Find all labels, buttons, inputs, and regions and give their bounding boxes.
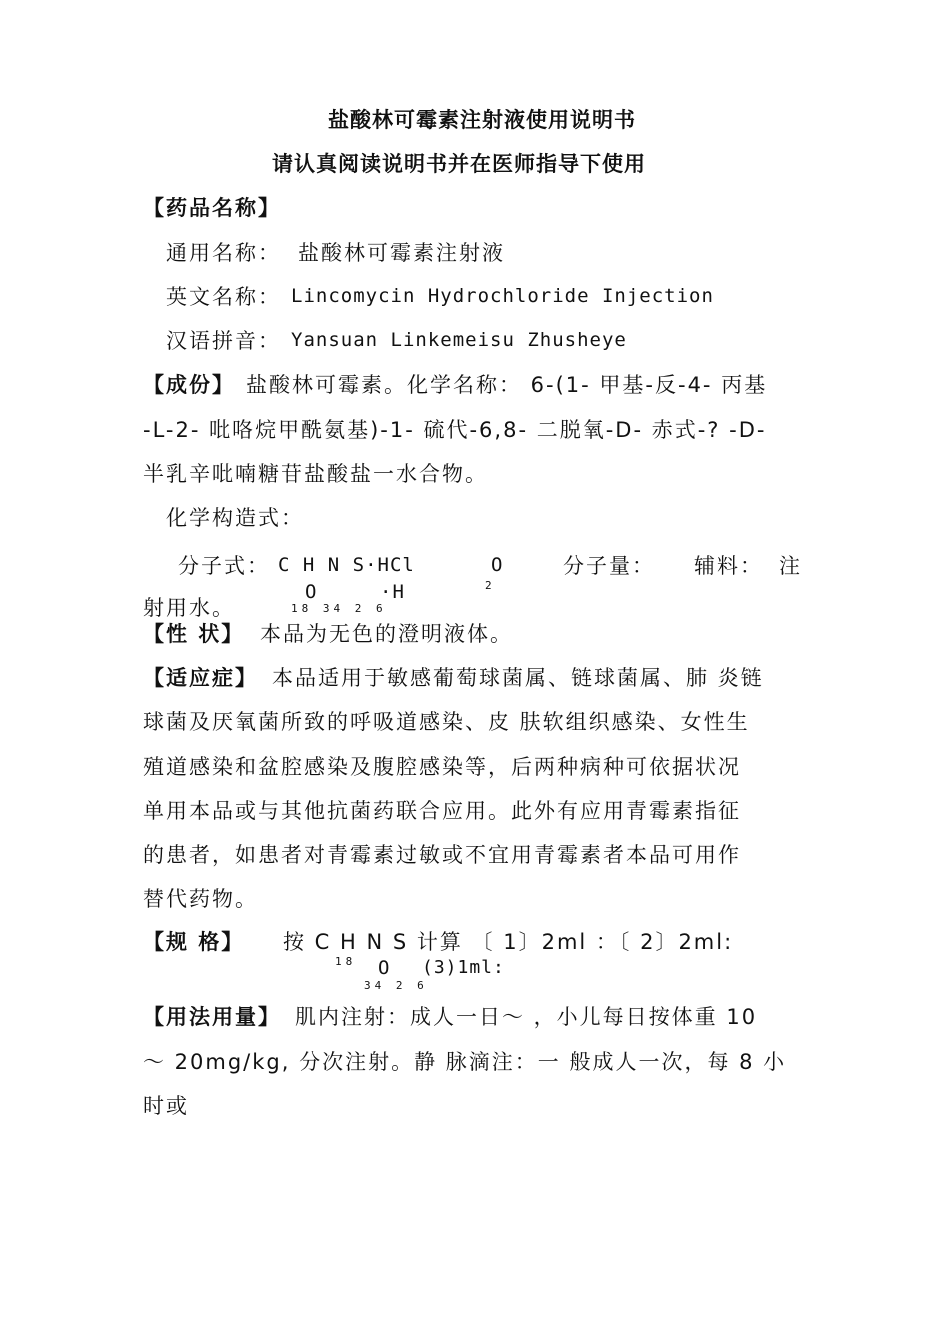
indications-line-3: 殖道感染和盆腔感染及腹腔感染等，后两种病种可依据状况 (143, 755, 741, 779)
indications-line-5: 的患者，如患者对青霉素过敏或不宜用青霉素者本品可用作 (143, 843, 741, 867)
specification-subscripts: 34 2 6 (364, 979, 428, 992)
section-header-specification: 【规 格】 (143, 930, 245, 954)
indications-line-6: 替代药物。 (143, 887, 258, 911)
generic-name-value: 盐酸林可霉素注射液 (298, 241, 505, 265)
section-header-dosage: 【用法用量】 (143, 1005, 281, 1029)
composition-line-2: -L-2- 吡咯烷甲酰氨基)-1- 硫代-6,8- 二脱氧-D- 赤式-? -D- (143, 418, 767, 442)
section-header-properties: 【性 状】 (143, 622, 245, 646)
document-subtitle: 请认真阅读说明书并在医师指导下使用 (272, 152, 646, 176)
section-header-drug-name: 【药品名称】 (143, 196, 281, 220)
dosage-line-1: 肌内注射：成人一日～ ，小儿每日按体重 10 (295, 1005, 758, 1029)
formula-subscripts: 18 34 2 6 (291, 602, 387, 615)
excipient-value-a: 注 (779, 554, 802, 578)
document-title: 盐酸林可霉素注射液使用说明书 (328, 108, 636, 132)
dosage-line-2: ～ 20mg/kg, 分次注射。静 脉滴注：一 般成人一次，每 8 小 (143, 1050, 787, 1074)
properties-text: 本品为无色的澄明液体。 (260, 622, 513, 646)
excipient-value-b: 射用水。 (143, 596, 235, 620)
composition-line-1: 盐酸林可霉素。化学名称： 6-(1- 甲基-反-4- 丙基 (246, 373, 768, 397)
molecular-weight-label: 分子量： (563, 554, 655, 578)
excipient-label: 辅料： (694, 554, 763, 578)
formula-o: O (491, 554, 504, 576)
generic-name-label: 通用名称： (166, 241, 281, 265)
section-header-composition: 【成份】 (143, 373, 235, 397)
indications-line-4: 单用本品或与其他抗菌药联合应用。此外有应用青霉素指征 (143, 799, 741, 823)
formula-superscript-2: 2 (485, 579, 496, 592)
formula-main: C H N S·HCl (278, 554, 415, 576)
formula-o-lower: O (305, 581, 318, 603)
specification-text-b: (3)1ml: (422, 957, 505, 978)
english-name-value: Lincomycin Hydrochloride Injection (291, 285, 714, 307)
structure-label: 化学构造式： (166, 506, 304, 530)
english-name-label: 英文名称： (166, 285, 281, 309)
section-header-indications: 【适应症】 (143, 666, 258, 690)
indications-line-1: 本品适用于敏感葡萄球菌属、链球菌属、肺 炎链 (272, 666, 764, 690)
formula-h: ·H (380, 581, 405, 603)
dosage-line-3: 时或 (143, 1094, 189, 1118)
pinyin-value: Yansuan Linkemeisu Zhusheye (291, 329, 627, 351)
specification-subscript-18: 18 (335, 955, 357, 968)
specification-o: O (378, 957, 391, 979)
composition-line-3: 半乳辛吡喃糖苷盐酸盐一水合物。 (143, 462, 488, 486)
pinyin-label: 汉语拼音： (166, 329, 281, 353)
formula-label: 分子式： (178, 554, 270, 578)
specification-text-a: 按 C H N S 计算 〔 1〕2ml ：〔 2〕2ml: (283, 930, 734, 954)
indications-line-2: 球菌及厌氧菌所致的呼吸道感染、皮 肤软组织感染、女性生 (143, 710, 750, 734)
